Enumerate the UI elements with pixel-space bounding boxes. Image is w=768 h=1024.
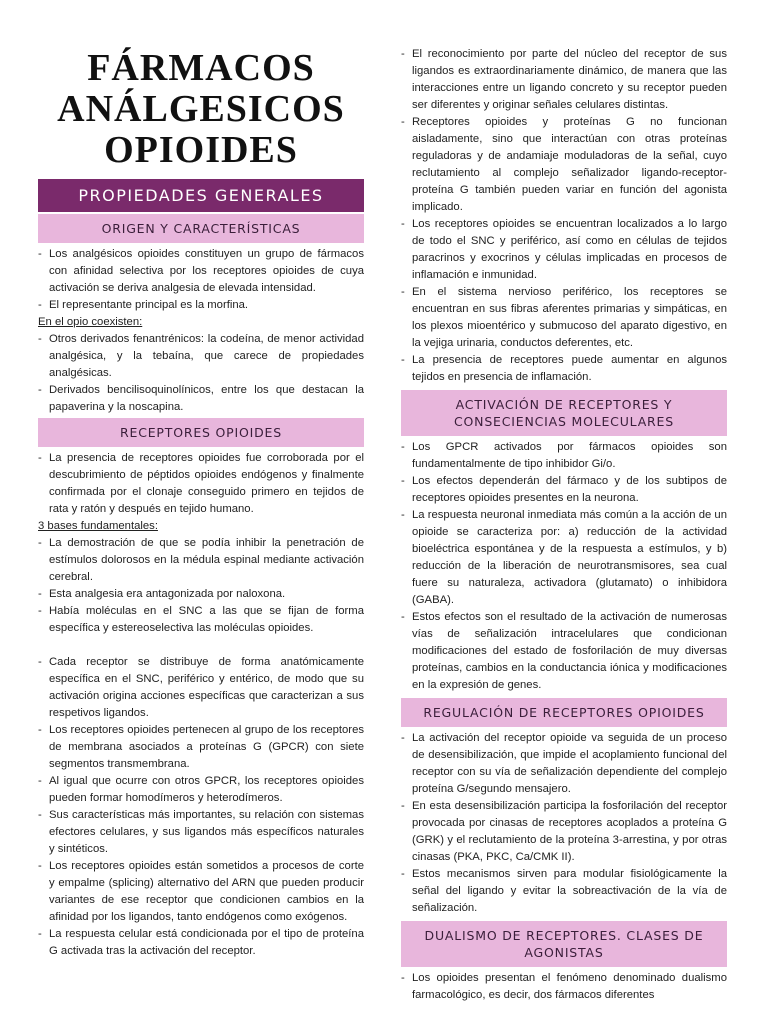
list-item: - La presencia de receptores puede aumentar en algunos tejidos en presencia de inflamación. [401,352,727,386]
list-item: - Estos efectos son el resultado de la activación de numerosas vías de señalización intracelulares que condicionan modificaciones del estado de fosforilación de muy diversas proteínas, cambios en la conductancia iónica y modificaciones en la expresión de genes. [401,609,727,694]
subsection-banner-regulacion: REGULACIÓN DE RECEPTORES OPIOIDES [401,698,727,727]
list-item: - Los GPCR activados por fármacos opioides son fundamentalmente de tipo inhibidor Gi/o. [401,439,727,473]
list-item: - La respuesta celular está condicionada por el tipo de proteína G activada tras la activación del receptor. [38,926,364,960]
list-item: - Receptores opioides y proteínas G no funcionan aisladamente, sino que interactúan con otras proteínas reguladoras y de andamiaje moduladoras de la señal, cuyo reclutamiento al complejo señalizador ligando-receptor-proteína G también pueden variar en función del agonista implicado. [401,114,727,216]
list-item: - La demostración de que se podía inhibir la penetración de estímulos dolorosos en la médula espinal mediante activación cerebral. [38,535,364,586]
list-item: - Derivados bencilisoquinolínicos, entre los que destacan la papaverina y la noscapina. [38,382,364,416]
list-item: - Los opioides presentan el fenómeno denominado dualismo farmacológico, es decir, dos fármacos diferentes [401,970,727,1004]
list-item: - La presencia de receptores opioides fue corroborada por el descubrimiento de péptidos opioides endógenos y finalmente confirmada por el clonaje conseguido primero en tejidos de rata y ratón y después en tejido humano. [38,450,364,518]
activacion-list [401,439,727,694]
receptores-more-list [38,654,364,960]
list-item: - En el sistema nervioso periférico, los receptores se encuentran en sus fibras aferentes primarias y simpáticas, en los plexos mioentérico y submucoso del aparato digestivo, en la vejiga urinaria, conductos deferentes, etc. [401,284,727,352]
subsection-banner-activacion: ACTIVACIÓN DE RECEPTORES Y CONSECIENCIAS MOLECULARES [401,390,727,436]
title-line: OPIOIDES [104,129,298,171]
dualismo-list [401,970,727,1004]
opio-list [38,331,364,416]
regulacion-list [401,730,727,917]
list-item: - Los receptores opioides se encuentran localizados a lo largo de todo el SNC y periférico, así como en células de tejidos paracrinos y exocrinos y células implicadas en procesos de inflamación e inmunidad. [401,216,727,284]
section-banner-propiedades: PROPIEDADES GENERALES [38,179,364,212]
subsection-banner-origen: ORIGEN Y CARACTERÍSTICAS [38,214,364,243]
list-item: - Los analgésicos opioides constituyen un grupo de fármacos con afinidad selectiva por los receptores opioides de cuya activación se deriva analgesia de elevada intensidad. [38,246,364,297]
origen-list [38,246,364,314]
right-column [401,0,727,1004]
list-item: - El reconocimiento por parte del núcleo del receptor de sus ligandos es extraordinariamente dinámico, de manera que las interacciones entre un ligando concreto y su receptor pueden ser diferentes y originar señales celulares distintas. [401,46,727,114]
title-line: ANÁLGESICOS [57,88,345,130]
list-item: - Estos mecanismos sirven para modular fisiológicamente la señal del ligando y evitar la sobreactivación de la vía de señalización. [401,866,727,917]
list-item: - Esta analgesia era antagonizada por naloxona. [38,586,364,603]
title-line: FÁRMACOS [87,47,315,89]
subsection-banner-dualismo: DUALISMO DE RECEPTORES. CLASES DE AGONISTAS [401,921,727,967]
list-item: - Los receptores opioides pertenecen al grupo de los receptores de membrana asociados a proteínas G (GPCR) con siete segmentos transmembrana. [38,722,364,773]
list-item: - La activación del receptor opioide va seguida de un proceso de desensibilización, que impide el acoplamiento funcional del receptor con su vía de señalización dependiente del complejo proteína G/segundo mensajero. [401,730,727,798]
receptores-intro-list [38,450,364,518]
left-column [38,0,364,960]
list-item: - Los receptores opioides están sometidos a procesos de corte y empalme (splicing) alternativo del ARN que pueden producir variantes de ese receptor que condicionen cambios en la afinidad por los ligandos, tanto endógenos como exógenos. [38,858,364,926]
list-item: - La respuesta neuronal inmediata más común a la acción de un opioide se caracteriza por: a) reducción de la actividad bioeléctrica espontánea y de la respuesta a estímulos, y b) reducción de la liberación de neurotransmisores, sea cual fuere su naturaleza, activadora (glutamato) o inhibidora (GABA). [401,507,727,609]
bases-heading: 3 bases fundamentales: [38,520,158,532]
page-title [38,48,364,171]
list-item: - Había moléculas en el SNC a las que se fijan de forma específica y estereoselectiva las moléculas opioides. [38,603,364,637]
list-item: - El representante principal es la morfina. [38,297,364,314]
list-item: - Los efectos dependerán del fármaco y de los subtipos de receptores opioides presentes en la neurona. [401,473,727,507]
list-item: - Otros derivados fenantrénicos: la codeína, de menor actividad analgésica, y la tebaína, que carece de propiedades analgésicas. [38,331,364,382]
list-item: - Al igual que ocurre con otros GPCR, los receptores opioides pueden formar homodímeros y heterodímeros. [38,773,364,807]
subsection-banner-receptores: RECEPTORES OPIOIDES [38,418,364,447]
list-item: - Sus características más importantes, su relación con sistemas efectores celulares, y sus ligandos más específicos naturales y sintéticos. [38,807,364,858]
bases-list [38,535,364,637]
opio-heading: En el opio coexisten: [38,316,143,328]
right-top-list [401,46,727,386]
list-item: - En esta desensibilización participa la fosforilación del receptor provocada por cinasas de receptores acoplados a proteína G (GRK) y el reclutamiento de la proteína 3-arrestina, y por otras cinasas (PKA, PKC, Ca/CMK II). [401,798,727,866]
list-item: - Cada receptor se distribuye de forma anatómicamente específica en el SNC, periférico y entérico, de modo que su activación origina acciones específicas que caracterizan a sus respetivos ligandos. [38,654,364,722]
